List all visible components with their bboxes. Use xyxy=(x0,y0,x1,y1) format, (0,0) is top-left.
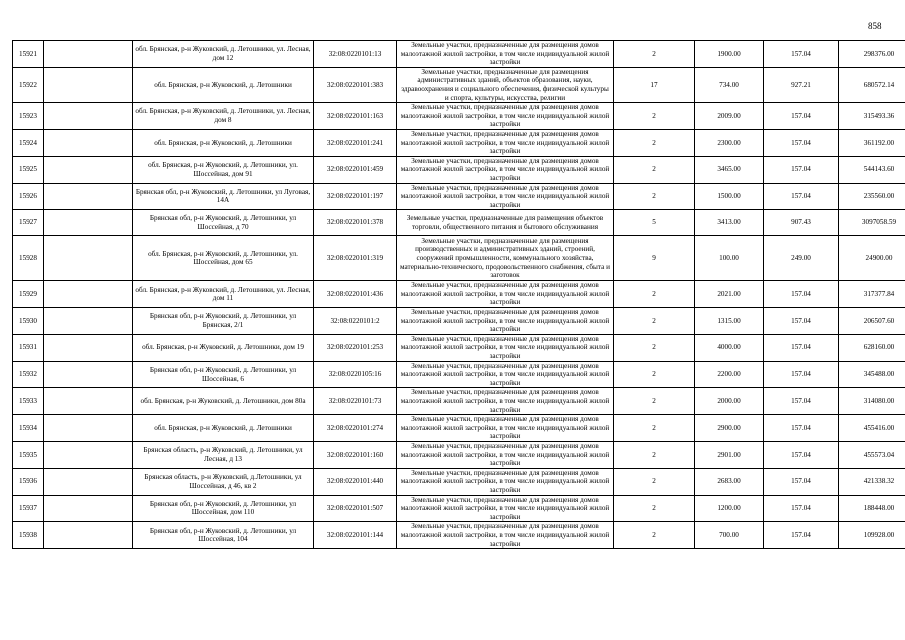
cell-cadastral-value: 680572.14 xyxy=(839,67,905,102)
cell-specific-value: 157.04 xyxy=(764,281,839,308)
table-row xyxy=(13,468,905,495)
table-row xyxy=(13,522,905,549)
cell-id: 15928 xyxy=(13,236,44,281)
cell-area: 2200.00 xyxy=(695,361,764,388)
cell-id: 15922 xyxy=(13,67,44,102)
cell-land-use: Земельные участки, предназначенные для размещения домов малоэтажной жилой застройки, в том числе индивидуальной жилой застройки xyxy=(397,183,614,210)
cell-specific-value: 157.04 xyxy=(764,334,839,361)
cell-area: 2900.00 xyxy=(695,415,764,442)
cell-cadastral-value: 345488.00 xyxy=(839,361,905,388)
cell-address: обл. Брянская, р-н Жуковский, д. Летошники, ул. Шоссейная, дом 91 xyxy=(133,156,314,183)
cell-gap-1 xyxy=(44,361,133,388)
cell-specific-value: 157.04 xyxy=(764,441,839,468)
table-row xyxy=(13,415,905,442)
cell-use-code: 2 xyxy=(614,415,695,442)
cell-area: 2000.00 xyxy=(695,388,764,415)
cell-address: Брянская область, р-н Жуковский, д.Летошники, ул Шоссейная, д 46, кв 2 xyxy=(133,468,314,495)
cell-cadastral-value: 206507.60 xyxy=(839,308,905,335)
cell-specific-value: 157.04 xyxy=(764,495,839,522)
table-row xyxy=(13,183,905,210)
cell-land-use: Земельные участки, предназначенные для размещения домов малоэтажной жилой застройки, в том числе индивидуальной жилой застройки xyxy=(397,334,614,361)
cell-area: 100.00 xyxy=(695,236,764,281)
cell-cadastral-number: 32:08:0220101:274 xyxy=(314,415,397,442)
cell-id: 15937 xyxy=(13,495,44,522)
cell-use-code: 2 xyxy=(614,522,695,549)
cell-cadastral-value: 3097058.59 xyxy=(839,210,905,236)
cell-cadastral-value: 24900.00 xyxy=(839,236,905,281)
cell-address: Брянская обл, р-н Жуковский, д. Летошники, ул Брянская, 2/1 xyxy=(133,308,314,335)
cell-use-code: 2 xyxy=(614,156,695,183)
cell-cadastral-number: 32:08:0220101:383 xyxy=(314,67,397,102)
cell-area: 2021.00 xyxy=(695,281,764,308)
cell-land-use: Земельные участки, предназначенные для размещения административных зданий, объектов образования, науки, здравоохранения и социального обеспечения, физической культуры и спорта, культуры, искусства, религии xyxy=(397,67,614,102)
cell-id: 15927 xyxy=(13,210,44,236)
cell-cadastral-number: 32:08:0220105:16 xyxy=(314,361,397,388)
cell-use-code: 2 xyxy=(614,103,695,130)
cell-gap-1 xyxy=(44,334,133,361)
cell-area: 3413.00 xyxy=(695,210,764,236)
cell-specific-value: 157.04 xyxy=(764,388,839,415)
cell-cadastral-value: 314080.00 xyxy=(839,388,905,415)
cell-id: 15936 xyxy=(13,468,44,495)
cell-land-use: Земельные участки, предназначенные для размещения домов малоэтажной жилой застройки, в том числе индивидуальной жилой застройки xyxy=(397,361,614,388)
cell-use-code: 2 xyxy=(614,361,695,388)
table-row xyxy=(13,495,905,522)
cell-area: 2009.00 xyxy=(695,103,764,130)
cell-cadastral-number: 32:08:0220101:13 xyxy=(314,41,397,68)
cell-cadastral-value: 421338.32 xyxy=(839,468,905,495)
cell-land-use: Земельные участки, предназначенные для размещения домов малоэтажной жилой застройки, в том числе индивидуальной жилой застройки xyxy=(397,281,614,308)
cell-area: 2901.00 xyxy=(695,441,764,468)
cell-area: 3465.00 xyxy=(695,156,764,183)
cell-gap-1 xyxy=(44,156,133,183)
cell-land-use: Земельные участки, предназначенные для размещения домов малоэтажной жилой застройки, в том числе индивидуальной жилой застройки xyxy=(397,129,614,156)
cell-gap-1 xyxy=(44,441,133,468)
table-row xyxy=(13,236,905,281)
cell-gap-1 xyxy=(44,129,133,156)
cell-area: 700.00 xyxy=(695,522,764,549)
cell-cadastral-number: 32:08:0220101:160 xyxy=(314,441,397,468)
cell-land-use: Земельные участки, предназначенные для размещения домов малоэтажной жилой застройки, в том числе индивидуальной жилой застройки xyxy=(397,495,614,522)
cell-area: 734.00 xyxy=(695,67,764,102)
cell-use-code: 2 xyxy=(614,129,695,156)
cell-land-use: Земельные участки, предназначенные для размещения домов малоэтажной жилой застройки, в том числе индивидуальной жилой застройки xyxy=(397,308,614,335)
cell-cadastral-number: 32:08:0220101:197 xyxy=(314,183,397,210)
cell-address: Брянская обл, р-н Жуковский, д. Летошники, ул Шоссейная, дом 110 xyxy=(133,495,314,522)
cell-address: обл. Брянская, р-н Жуковский, д. Летошники, ул. Лесная, дом 12 xyxy=(133,41,314,68)
cell-land-use: Земельные участки, предназначенные для размещения домов малоэтажной жилой застройки, в том числе индивидуальной жилой застройки xyxy=(397,103,614,130)
cell-gap-1 xyxy=(44,522,133,549)
land-registry-table xyxy=(12,40,905,549)
cell-specific-value: 157.04 xyxy=(764,41,839,68)
cell-address: обл. Брянская, р-н Жуковский, д. Летошники, ул. Шоссейная, дом 65 xyxy=(133,236,314,281)
cell-gap-1 xyxy=(44,388,133,415)
cell-gap-1 xyxy=(44,495,133,522)
cell-address: обл. Брянская, р-н Жуковский, д. Летошники, дом 19 xyxy=(133,334,314,361)
cell-cadastral-number: 32:08:0220101:163 xyxy=(314,103,397,130)
cell-cadastral-value: 455416.00 xyxy=(839,415,905,442)
cell-land-use: Земельные участки, предназначенные для размещения домов малоэтажной жилой застройки, в том числе индивидуальной жилой застройки xyxy=(397,441,614,468)
cell-address: Брянская обл, р-н Жуковский, д. Летошники, ул Шоссейная, д 70 xyxy=(133,210,314,236)
cell-id: 15933 xyxy=(13,388,44,415)
cell-id: 15923 xyxy=(13,103,44,130)
cell-address: Брянская обл, р-н Жуковский, д. Летошники, ул Луговая, 14А xyxy=(133,183,314,210)
cell-id: 15921 xyxy=(13,41,44,68)
cell-id: 15931 xyxy=(13,334,44,361)
cell-cadastral-value: 361192.00 xyxy=(839,129,905,156)
cell-area: 1900.00 xyxy=(695,41,764,68)
table-row xyxy=(13,334,905,361)
cell-cadastral-number: 32:08:0220101:436 xyxy=(314,281,397,308)
cell-specific-value: 157.04 xyxy=(764,308,839,335)
cell-cadastral-number: 32:08:0220101:507 xyxy=(314,495,397,522)
cell-id: 15925 xyxy=(13,156,44,183)
cell-address: обл. Брянская, р-н Жуковский, д. Летошники, дом 80а xyxy=(133,388,314,415)
cell-id: 15935 xyxy=(13,441,44,468)
cell-gap-1 xyxy=(44,103,133,130)
cell-use-code: 17 xyxy=(614,67,695,102)
cell-cadastral-value: 235560.00 xyxy=(839,183,905,210)
cell-cadastral-number: 32:08:0220101:144 xyxy=(314,522,397,549)
cell-area: 4000.00 xyxy=(695,334,764,361)
cell-use-code: 2 xyxy=(614,41,695,68)
cell-land-use: Земельные участки, предназначенные для размещения домов малоэтажной жилой застройки, в том числе индивидуальной жилой застройки xyxy=(397,468,614,495)
cell-cadastral-number: 32:08:0220101:459 xyxy=(314,156,397,183)
cell-specific-value: 157.04 xyxy=(764,156,839,183)
cell-gap-1 xyxy=(44,468,133,495)
cell-cadastral-number: 32:08:0220101:241 xyxy=(314,129,397,156)
table-row xyxy=(13,308,905,335)
table-row xyxy=(13,388,905,415)
cell-use-code: 2 xyxy=(614,308,695,335)
cell-use-code: 2 xyxy=(614,468,695,495)
cell-specific-value: 157.04 xyxy=(764,468,839,495)
cell-id: 15926 xyxy=(13,183,44,210)
cell-address: обл. Брянская, р-н Жуковский, д. Летошники xyxy=(133,415,314,442)
cell-cadastral-value: 188448.00 xyxy=(839,495,905,522)
cell-cadastral-value: 298376.00 xyxy=(839,41,905,68)
table-body xyxy=(13,41,905,549)
cell-specific-value: 157.04 xyxy=(764,129,839,156)
table-row xyxy=(13,281,905,308)
cell-id: 15938 xyxy=(13,522,44,549)
table-row xyxy=(13,361,905,388)
table-row xyxy=(13,67,905,102)
cell-use-code: 2 xyxy=(614,441,695,468)
cell-gap-1 xyxy=(44,210,133,236)
cell-id: 15934 xyxy=(13,415,44,442)
cell-cadastral-value: 317377.84 xyxy=(839,281,905,308)
table-row xyxy=(13,441,905,468)
cell-cadastral-number: 32:08:0220101:73 xyxy=(314,388,397,415)
cell-id: 15924 xyxy=(13,129,44,156)
cell-gap-1 xyxy=(44,281,133,308)
cell-address: обл. Брянская, р-н Жуковский, д. Летошники, ул. Лесная, дом 11 xyxy=(133,281,314,308)
cell-address: обл. Брянская, р-н Жуковский, д. Летошники, ул. Лесная, дом 8 xyxy=(133,103,314,130)
cell-specific-value: 927.21 xyxy=(764,67,839,102)
cell-use-code: 2 xyxy=(614,388,695,415)
cell-use-code: 2 xyxy=(614,183,695,210)
cell-specific-value: 157.04 xyxy=(764,183,839,210)
cell-use-code: 9 xyxy=(614,236,695,281)
table-row xyxy=(13,210,905,236)
cell-specific-value: 157.04 xyxy=(764,522,839,549)
cell-id: 15932 xyxy=(13,361,44,388)
cell-area: 1200.00 xyxy=(695,495,764,522)
cell-area: 1500.00 xyxy=(695,183,764,210)
cell-land-use: Земельные участки, предназначенные для размещения домов малоэтажной жилой застройки, в том числе индивидуальной жилой застройки xyxy=(397,156,614,183)
cell-gap-1 xyxy=(44,41,133,68)
cell-use-code: 2 xyxy=(614,281,695,308)
cell-address: Брянская обл, р-н Жуковский, д. Летошники, ул Шоссейная, 104 xyxy=(133,522,314,549)
table-row xyxy=(13,156,905,183)
cell-specific-value: 907.43 xyxy=(764,210,839,236)
cell-use-code: 2 xyxy=(614,334,695,361)
cell-gap-1 xyxy=(44,415,133,442)
cell-land-use: Земельные участки, предназначенные для размещения производственных и административных зданий, строений, сооружений промышленности, коммунального хозяйства, материально-технического, продовольственного снабжения, сбыта и заготовок xyxy=(397,236,614,281)
cell-gap-1 xyxy=(44,67,133,102)
cell-address: обл. Брянская, р-н Жуковский, д. Летошники xyxy=(133,67,314,102)
cell-id: 15930 xyxy=(13,308,44,335)
cell-land-use: Земельные участки, предназначенные для размещения домов малоэтажной жилой застройки, в том числе индивидуальной жилой застройки xyxy=(397,388,614,415)
cell-area: 2300.00 xyxy=(695,129,764,156)
cell-land-use: Земельные участки, предназначенные для размещения объектов торговли, общественного питания и бытового обслуживания xyxy=(397,210,614,236)
cell-cadastral-number: 32:08:0220101:319 xyxy=(314,236,397,281)
cell-cadastral-value: 544143.60 xyxy=(839,156,905,183)
cell-cadastral-value: 628160.00 xyxy=(839,334,905,361)
cell-land-use: Земельные участки, предназначенные для размещения домов малоэтажной жилой застройки, в том числе индивидуальной жилой застройки xyxy=(397,522,614,549)
cell-cadastral-value: 109928.00 xyxy=(839,522,905,549)
cell-address: обл. Брянская, р-н Жуковский, д. Летошники xyxy=(133,129,314,156)
table-row xyxy=(13,129,905,156)
cell-cadastral-number: 32:08:0220101:2 xyxy=(314,308,397,335)
cell-address: Брянская обл, р-н Жуковский, д. Летошники, ул Шоссейная, 6 xyxy=(133,361,314,388)
cell-land-use: Земельные участки, предназначенные для размещения домов малоэтажной жилой застройки, в том числе индивидуальной жилой застройки xyxy=(397,415,614,442)
cell-gap-1 xyxy=(44,236,133,281)
cell-gap-1 xyxy=(44,308,133,335)
cell-specific-value: 157.04 xyxy=(764,361,839,388)
cell-cadastral-number: 32:08:0220101:440 xyxy=(314,468,397,495)
cell-cadastral-value: 455573.04 xyxy=(839,441,905,468)
cell-use-code: 2 xyxy=(614,495,695,522)
cell-land-use: Земельные участки, предназначенные для размещения домов малоэтажной жилой застройки, в том числе индивидуальной жилой застройки xyxy=(397,41,614,68)
table-row xyxy=(13,103,905,130)
cell-specific-value: 249.00 xyxy=(764,236,839,281)
cell-cadastral-number: 32:08:0220101:253 xyxy=(314,334,397,361)
cell-cadastral-value: 315493.36 xyxy=(839,103,905,130)
cell-address: Брянская область, р-н Жуковский, д. Летошники, ул Лесная, д 13 xyxy=(133,441,314,468)
cell-id: 15929 xyxy=(13,281,44,308)
cell-use-code: 5 xyxy=(614,210,695,236)
cell-area: 2683.00 xyxy=(695,468,764,495)
page-number: 858 xyxy=(868,21,882,31)
table-row xyxy=(13,41,905,68)
cell-area: 1315.00 xyxy=(695,308,764,335)
cell-specific-value: 157.04 xyxy=(764,415,839,442)
cell-specific-value: 157.04 xyxy=(764,103,839,130)
cell-gap-1 xyxy=(44,183,133,210)
cell-cadastral-number: 32:08:0220101:378 xyxy=(314,210,397,236)
